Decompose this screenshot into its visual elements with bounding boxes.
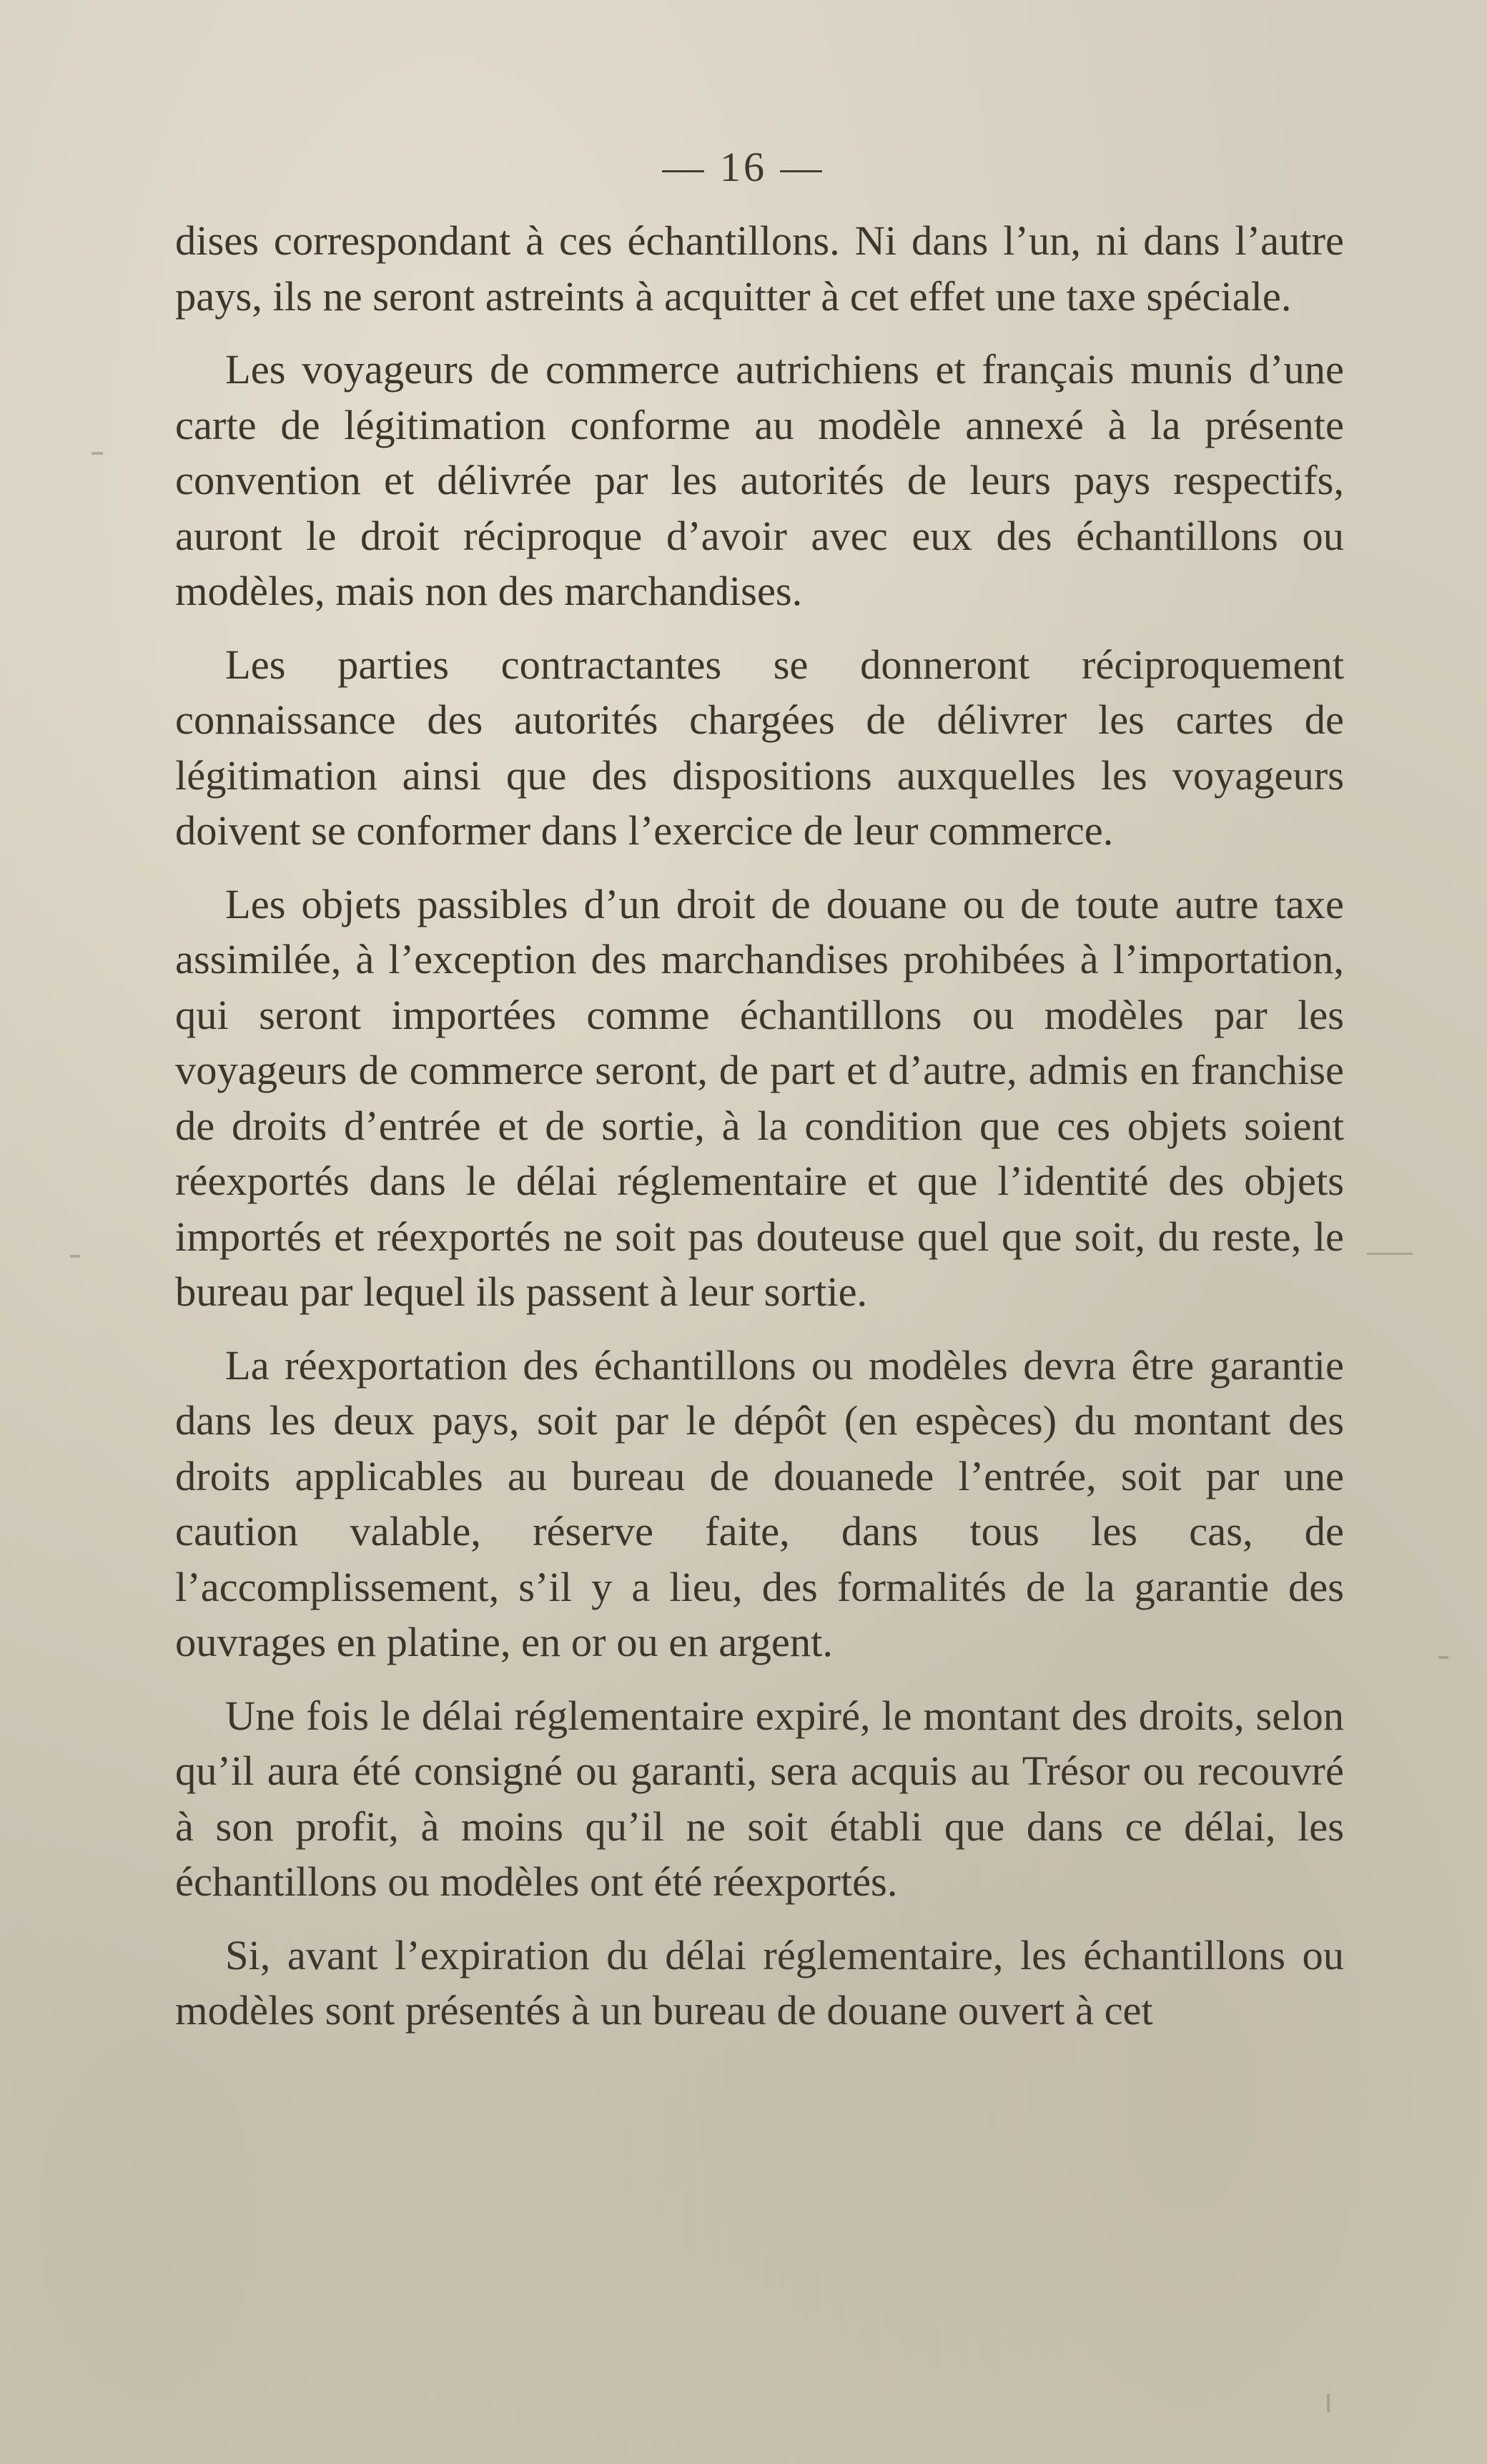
body-text bbox=[175, 213, 1344, 2039]
margin-mark-left-2 bbox=[70, 1255, 80, 1258]
margin-mark-left-1 bbox=[92, 452, 103, 455]
paragraph-7: Si, avant l’expiration du délai réglementaire, les échantillons ou modèles sont présentés à un bureau de douane ouvert à cet bbox=[175, 1931, 1344, 2034]
margin-mark-right-1 bbox=[1367, 1253, 1413, 1255]
bottom-mark bbox=[1327, 2394, 1330, 2413]
margin-mark-right-2 bbox=[1438, 1656, 1448, 1659]
paragraph-4: Les objets passibles d’un droit de douane ou de toute autre taxe assimilée, à l’exception des marchandises prohibées à l’importation, qui seront importées comme échantillons ou modèles par les voyageurs de commerce seront, de part et d’autre, admis en franchise de droits d’entrée et de sortie, à la condition que ces objets soient réexportés dans le délai réglementaire et que l’identité des objets importés et réexportés ne soit pas douteuse quel que soit, du reste, le bureau par lequel ils passent à leur sortie. bbox=[175, 880, 1344, 1315]
page-number: — 16 — bbox=[662, 144, 825, 190]
paragraph-6: Une fois le délai réglementaire expiré, le montant des droits, selon qu’il aura été consigné ou garanti, sera acquis au Trésor ou recouvré à son profit, à moins qu’il ne soit établi que dans ce délai, les échantillons ou modèles ont été réexportés. bbox=[175, 1692, 1344, 1905]
paragraph-1: dises correspondant à ces échantillons. Ni dans l’un, ni dans l’autre pays, ils ne seront astreints à acquitter à cet effet une taxe spéciale. bbox=[175, 217, 1344, 320]
paragraph-3: Les parties contractantes se donneront réciproquement connaissance des autorités chargées de délivrer les cartes de légitimation ainsi que des dispositions auxquelles les voyageurs doivent se conformer dans l’exercice de leur commerce. bbox=[175, 641, 1344, 854]
paragraph-2: Les voyageurs de commerce autrichiens et français munis d’une carte de légitimation conforme au modèle annexé à la présente convention et délivrée par les autorités de leurs pays respectifs, auront le droit réciproque d’avoir avec eux des échantillons ou modèles, mais non des marchandises. bbox=[175, 346, 1344, 614]
paragraph-5: La réexportation des échantillons ou modèles devra être garantie dans les deux pays, soit par le dépôt (en espèces) du montant des droits applicables au bureau de douanede l’entrée, soit par une caution valable, réserve faite, dans tous les cas, de l’accomplissement, s’il y a lieu, des formalités de la garantie des ouvrages en platine, en or ou en argent. bbox=[175, 1341, 1344, 1665]
